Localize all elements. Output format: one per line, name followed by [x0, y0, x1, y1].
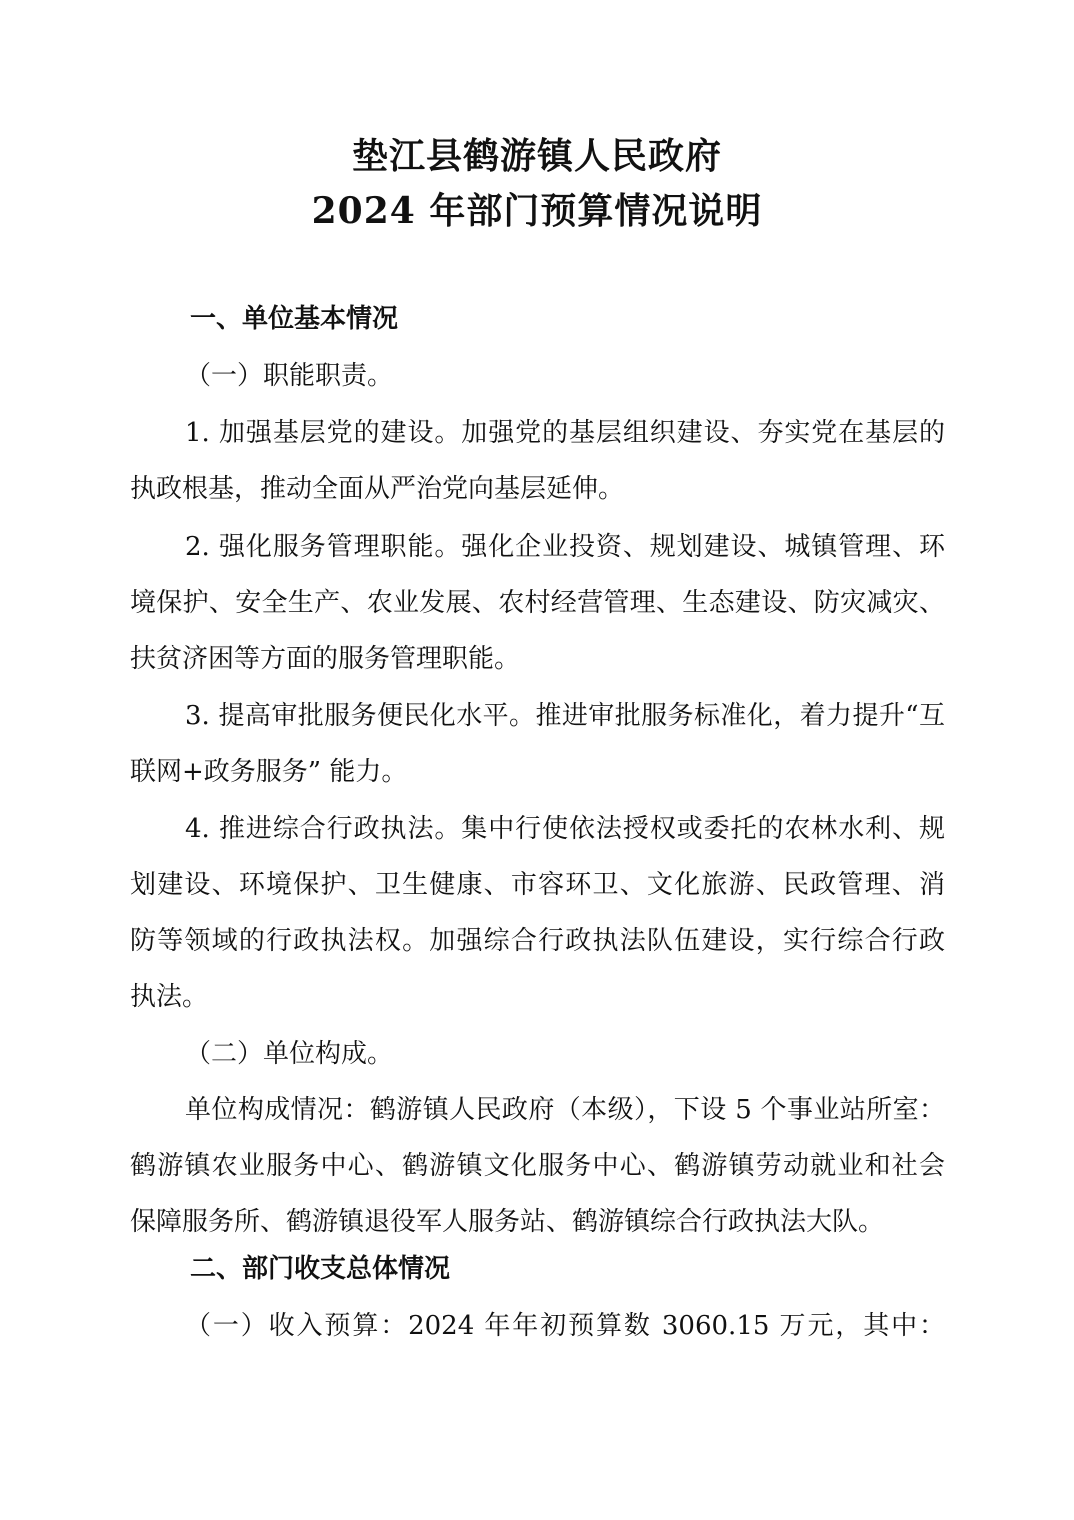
item2-line2: 境保护、安全生产、农业发展、农村经营管理、生态建设、防灾减灾、	[130, 588, 945, 618]
document-title-line1: 垫江县鹤游镇人民政府	[351, 135, 722, 177]
section2-sub1: （一）收入预算：2024 年年初预算数 3060.15 万元，其中：	[185, 1311, 945, 1341]
section1-sub1: （一）职能职责。	[185, 361, 394, 391]
section1-heading: 一、单位基本情况	[190, 304, 399, 334]
item2-line1: 2. 强化服务管理职能。强化企业投资、规划建设、城镇管理、环	[185, 532, 945, 562]
item2-line3: 扶贫济困等方面的服务管理职能。	[130, 644, 521, 674]
item3-line1: 3. 提高审批服务便民化水平。推进审批服务标准化，着力提升“互	[185, 701, 945, 731]
composition-line2: 鹤游镇农业服务中心、鹤游镇文化服务中心、鹤游镇劳动就业和社会	[130, 1151, 945, 1181]
document-title-line2: 2024 年部门预算情况说明	[311, 190, 763, 232]
item3-line2: 联网+政务服务” 能力。	[130, 757, 408, 787]
section2-heading: 二、部门收支总体情况	[190, 1254, 451, 1284]
composition-line3: 保障服务所、鹤游镇退役军人服务站、鹤游镇综合行政执法大队。	[130, 1207, 885, 1237]
composition-line1: 单位构成情况：鹤游镇人民政府（本级），下设 5 个事业站所室：	[185, 1095, 945, 1125]
section1-sub2: （二）单位构成。	[185, 1039, 394, 1069]
item4-line2: 划建设、环境保护、卫生健康、市容环卫、文化旅游、民政管理、消	[130, 870, 945, 900]
item4-line1: 4. 推进综合行政执法。集中行使依法授权或委托的农林水利、规	[185, 814, 945, 844]
item4-line3: 防等领域的行政执法权。加强综合行政执法队伍建设，实行综合行政	[130, 926, 945, 956]
item1-line2: 执政根基，推动全面从严治党向基层延伸。	[130, 474, 625, 504]
item4-line4: 执法。	[130, 982, 209, 1012]
item1-line1: 1. 加强基层党的建设。加强党的基层组织建设、夯实党在基层的	[185, 418, 945, 448]
